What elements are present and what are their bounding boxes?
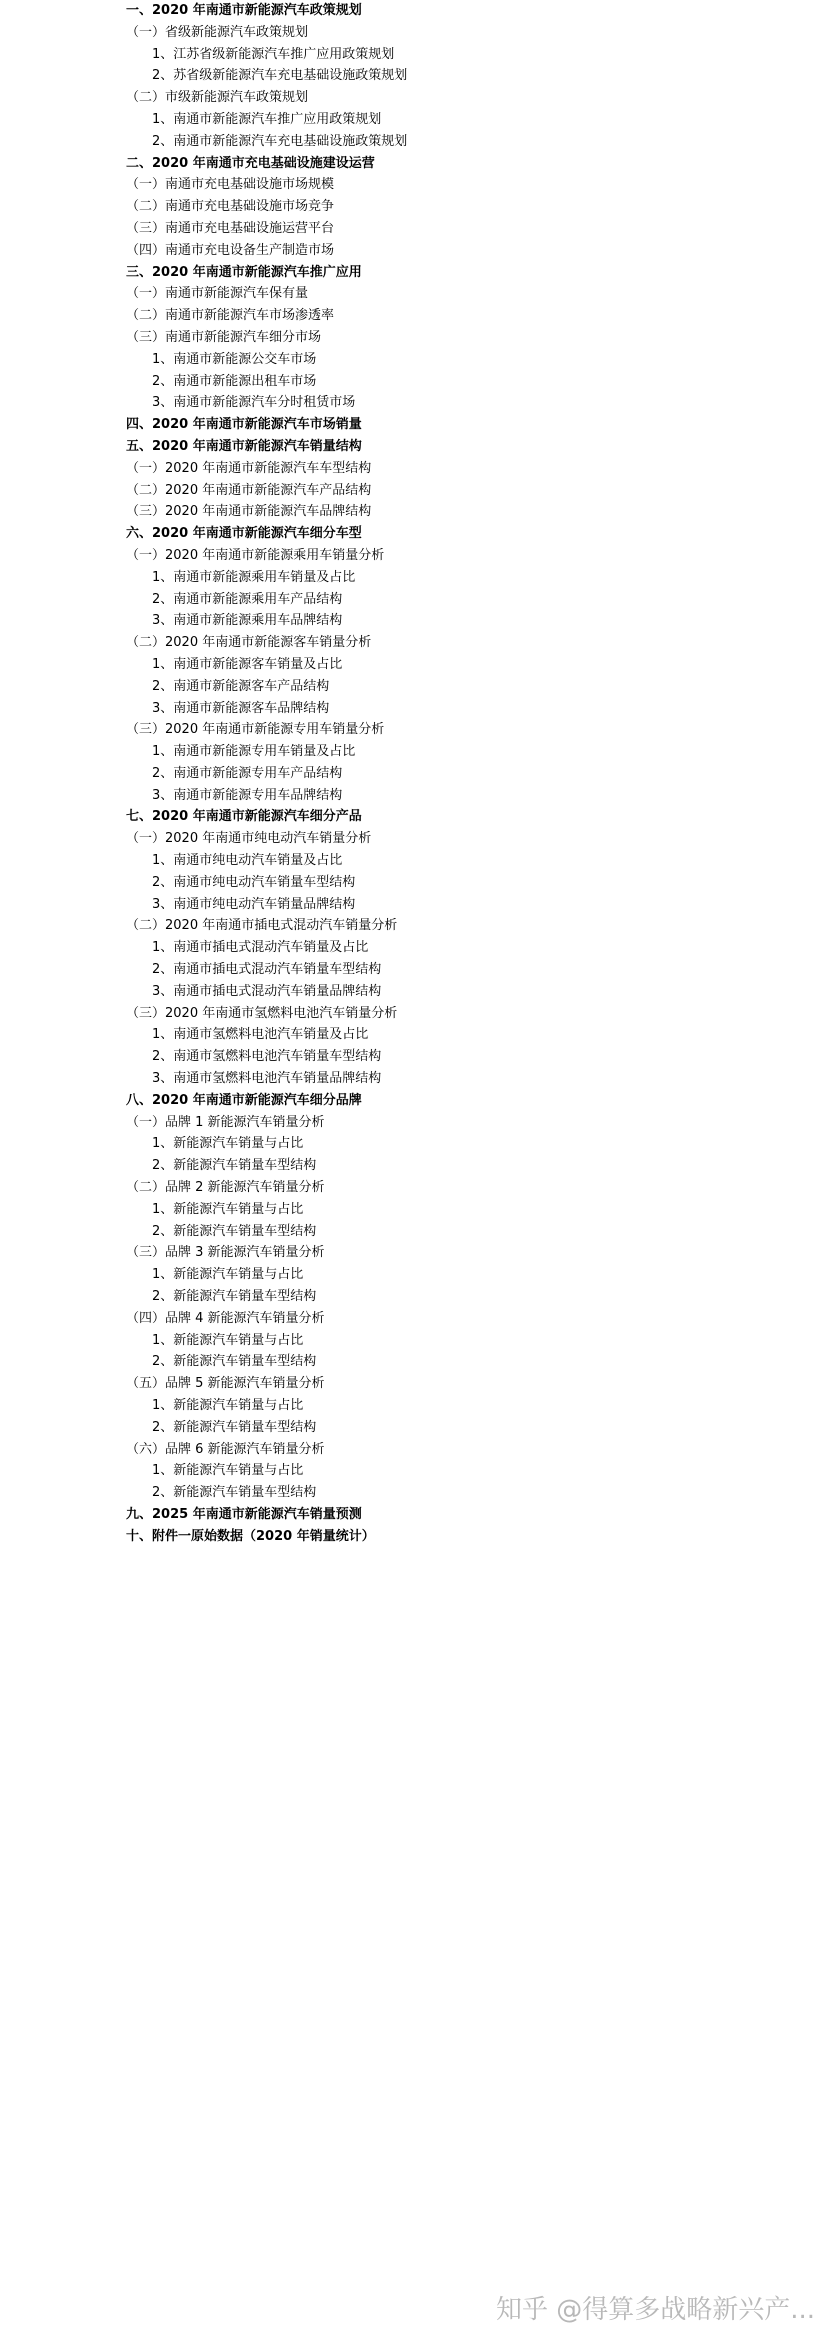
toc-section-item: （一）2020 年南通市新能源汽车车型结构 bbox=[126, 460, 372, 476]
toc-subsection-item: 1、南通市氢燃料电池汽车销量及占比 bbox=[152, 1027, 369, 1043]
toc-subsection-item: 2、新能源汽车销量车型结构 bbox=[152, 1354, 317, 1370]
toc-subsection-item: 1、南通市新能源汽车推广应用政策规划 bbox=[152, 111, 382, 127]
toc-section-item: （二）南通市充电基础设施市场竞争 bbox=[126, 199, 335, 215]
toc-subsection-item: 2、南通市新能源出租车市场 bbox=[152, 373, 317, 389]
toc-section-item: （一）南通市新能源汽车保有量 bbox=[126, 286, 309, 302]
toc-subsection-item: 1、新能源汽车销量与占比 bbox=[152, 1332, 304, 1348]
toc-section-item: （三）南通市新能源汽车细分市场 bbox=[126, 329, 322, 345]
toc-subsection-item: 2、南通市纯电动汽车销量车型结构 bbox=[152, 874, 356, 890]
toc-subsection-item: 2、新能源汽车销量车型结构 bbox=[152, 1158, 317, 1174]
toc-section-item: （二）2020 年南通市新能源汽车产品结构 bbox=[126, 482, 372, 498]
toc-section-item: （一）2020 年南通市新能源乘用车销量分析 bbox=[126, 547, 385, 563]
toc-subsection-item: 2、南通市插电式混动汽车销量车型结构 bbox=[152, 962, 382, 978]
toc-section-item: （三）2020 年南通市新能源汽车品牌结构 bbox=[126, 504, 372, 520]
toc-subsection-item: 1、南通市新能源乘用车销量及占比 bbox=[152, 569, 356, 585]
toc-subsection-item: 1、新能源汽车销量与占比 bbox=[152, 1201, 304, 1217]
toc-subsection-item: 2、新能源汽车销量车型结构 bbox=[152, 1223, 317, 1239]
toc-subsection-item: 3、南通市新能源乘用车品牌结构 bbox=[152, 613, 343, 629]
toc-subsection-item: 1、南通市新能源公交车市场 bbox=[152, 351, 317, 367]
watermark-text: 知乎 @得算多战略新兴产... bbox=[495, 2295, 815, 2325]
toc-subsection-item: 2、南通市新能源汽车充电基础设施政策规划 bbox=[152, 133, 408, 149]
toc-chapter-heading: 七、2020 年南通市新能源汽车细分产品 bbox=[126, 809, 362, 825]
toc-chapter-heading: 九、2025 年南通市新能源汽车销量预测 bbox=[126, 1506, 362, 1522]
toc-subsection-item: 1、新能源汽车销量与占比 bbox=[152, 1398, 304, 1413]
toc-subsection-item: 1、南通市纯电动汽车销量及占比 bbox=[152, 853, 343, 869]
toc-subsection-item: 3、南通市氢燃料电池汽车销量品牌结构 bbox=[152, 1071, 382, 1087]
toc-chapter-heading: 五、2020 年南通市新能源汽车销量结构 bbox=[126, 438, 362, 454]
toc-subsection-item: 2、南通市新能源乘用车产品结构 bbox=[152, 591, 343, 607]
toc-chapter-heading: 四、2020 年南通市新能源汽车市场销量 bbox=[126, 417, 362, 433]
toc-section-item: （二）2020 年南通市新能源客车销量分析 bbox=[126, 635, 372, 651]
toc-section-item: （一）省级新能源汽车政策规划 bbox=[126, 24, 309, 40]
toc-section-item: （四）南通市充电设备生产制造市场 bbox=[126, 242, 335, 258]
toc-subsection-item: 3、南通市新能源汽车分时租赁市场 bbox=[152, 395, 356, 411]
toc-subsection-item: 1、江苏省级新能源汽车推广应用政策规划 bbox=[152, 46, 395, 62]
toc-subsection-item: 2、南通市新能源客车产品结构 bbox=[152, 678, 330, 694]
toc-chapter-heading: 一、2020 年南通市新能源汽车政策规划 bbox=[126, 3, 362, 18]
toc-chapter-heading: 六、2020 年南通市新能源汽车细分车型 bbox=[126, 526, 362, 542]
toc-subsection-item: 1、新能源汽车销量与占比 bbox=[152, 1267, 304, 1283]
toc-subsection-item: 2、南通市氢燃料电池汽车销量车型结构 bbox=[152, 1049, 382, 1065]
toc-subsection-item: 2、新能源汽车销量车型结构 bbox=[152, 1419, 317, 1435]
toc-section-item: （一）南通市充电基础设施市场规模 bbox=[126, 177, 335, 193]
toc-subsection-item: 3、南通市插电式混动汽车销量品牌结构 bbox=[152, 983, 382, 999]
toc-subsection-item: 3、南通市新能源客车品牌结构 bbox=[152, 700, 330, 716]
toc-section-item: （三）南通市充电基础设施运营平台 bbox=[126, 220, 335, 236]
toc-subsection-item: 2、南通市新能源专用车产品结构 bbox=[152, 765, 343, 781]
toc-section-item: （三）品牌 3 新能源汽车销量分析 bbox=[126, 1245, 325, 1261]
toc-chapter-heading: 二、2020 年南通市充电基础设施建设运营 bbox=[126, 155, 375, 171]
toc-section-item: （二）2020 年南通市插电式混动汽车销量分析 bbox=[126, 918, 398, 934]
toc-subsection-item: 1、新能源汽车销量与占比 bbox=[152, 1463, 304, 1479]
toc-subsection-item: 2、苏省级新能源汽车充电基础设施政策规划 bbox=[152, 68, 408, 84]
toc-subsection-item: 1、南通市新能源客车销量及占比 bbox=[152, 656, 343, 672]
toc-section-item: （六）品牌 6 新能源汽车销量分析 bbox=[126, 1441, 325, 1457]
toc-subsection-item: 1、南通市新能源专用车销量及占比 bbox=[152, 744, 356, 760]
toc-section-item: （二）品牌 2 新能源汽车销量分析 bbox=[126, 1180, 325, 1196]
toc-chapter-heading: 三、2020 年南通市新能源汽车推广应用 bbox=[126, 264, 362, 280]
toc-subsection-item: 1、南通市插电式混动汽车销量及占比 bbox=[152, 940, 369, 956]
toc-section-item: （一）品牌 1 新能源汽车销量分析 bbox=[126, 1114, 325, 1130]
toc-subsection-item: 2、新能源汽车销量车型结构 bbox=[152, 1485, 317, 1501]
toc-section-item: （二）南通市新能源汽车市场渗透率 bbox=[126, 308, 335, 324]
toc-chapter-heading: 八、2020 年南通市新能源汽车细分品牌 bbox=[126, 1092, 362, 1108]
toc-subsection-item: 1、新能源汽车销量与占比 bbox=[152, 1136, 304, 1152]
toc-subsection-item: 3、南通市新能源专用车品牌结构 bbox=[152, 787, 343, 803]
table-of-contents bbox=[126, 0, 746, 1548]
toc-subsection-item: 2、新能源汽车销量车型结构 bbox=[152, 1289, 317, 1305]
toc-chapter-heading: 十、附件一原始数据（2020 年销量统计） bbox=[126, 1528, 375, 1544]
toc-subsection-item: 3、南通市纯电动汽车销量品牌结构 bbox=[152, 896, 356, 912]
toc-section-item: （四）品牌 4 新能源汽车销量分析 bbox=[126, 1310, 325, 1326]
toc-section-item: （五）品牌 5 新能源汽车销量分析 bbox=[126, 1376, 325, 1392]
toc-section-item: （二）市级新能源汽车政策规划 bbox=[126, 90, 309, 106]
toc-section-item: （一）2020 年南通市纯电动汽车销量分析 bbox=[126, 831, 372, 847]
toc-section-item: （三）2020 年南通市氢燃料电池汽车销量分析 bbox=[126, 1005, 398, 1021]
toc-section-item: （三）2020 年南通市新能源专用车销量分析 bbox=[126, 722, 385, 738]
